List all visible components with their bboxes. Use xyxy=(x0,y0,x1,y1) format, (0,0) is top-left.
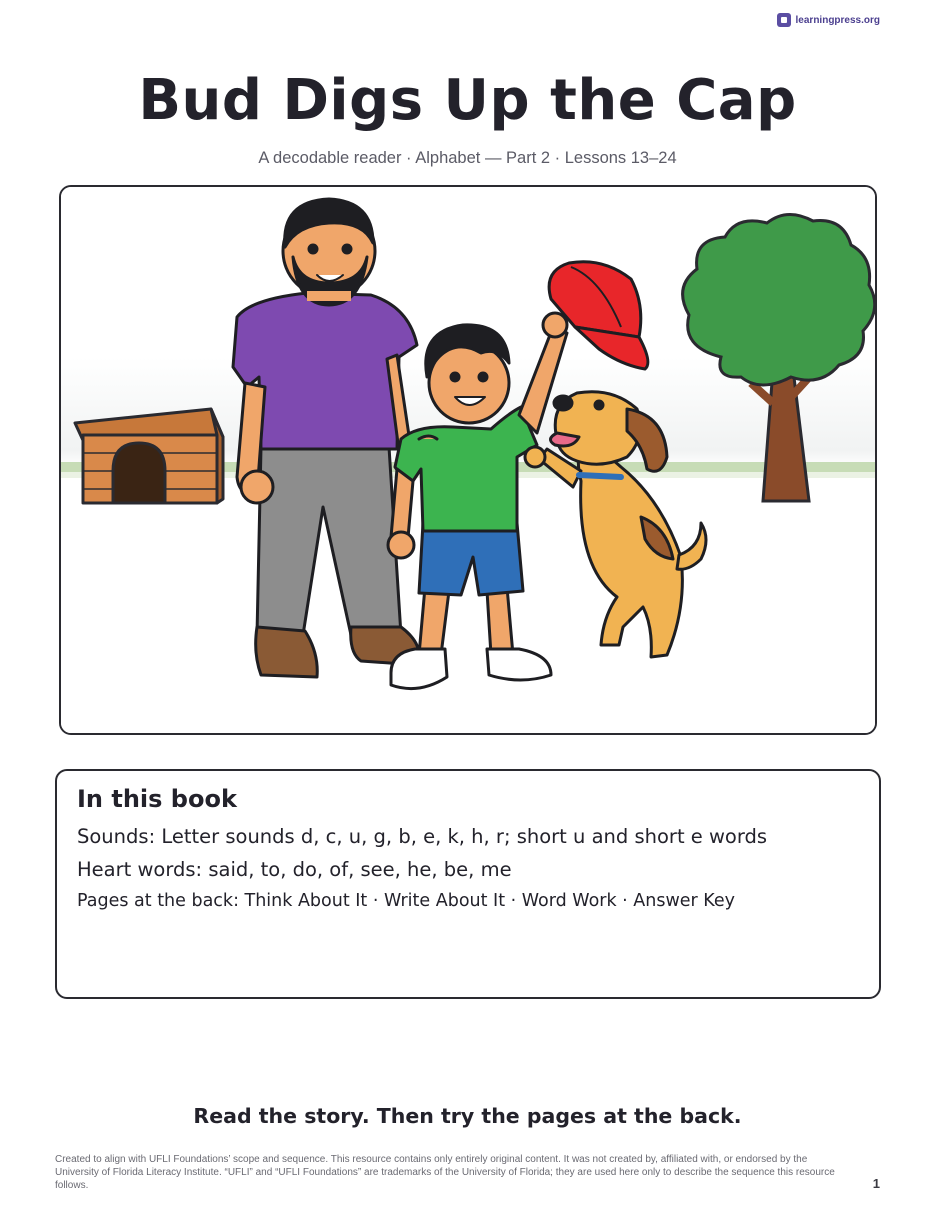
brand-label: learningpress.org xyxy=(795,14,880,26)
disclaimer-text: Created to align with UFLI Foundations’ scope and sequence. This resource contains only entirely original content. It was not created by, affiliated with, or endorsed by the University of Florida Literacy Institute. “UFLI” and “UFLI Foundations” are trademarks of the University of Florida; they are used here only to describe the sequence this resource follows. xyxy=(55,1154,835,1191)
call-to-action: Read the story. Then try the pages at the back. xyxy=(193,1104,742,1128)
sounds-line: Sounds: Letter sounds d, c, u, g, b, e, k, h, r; short u and short e words xyxy=(77,825,768,848)
page-subtitle: A decodable reader · Alphabet — Part 2 · Lessons 13–24 xyxy=(258,149,677,167)
book-info-box xyxy=(55,769,881,999)
book-icon xyxy=(777,13,791,27)
dog-house xyxy=(75,409,223,503)
pages-back-line: Pages at the back: Think About It · Write About It · Word Work · Answer Key xyxy=(77,891,736,911)
info-heading: In this book xyxy=(77,785,237,813)
brand-link[interactable] xyxy=(777,13,880,27)
page-number: 1 xyxy=(872,1176,880,1191)
page-title: Bud Digs Up the Cap xyxy=(138,68,797,133)
heart-words-line: Heart words: said, to, do, of, see, he, be, me xyxy=(77,858,512,881)
cover-illustration xyxy=(59,185,877,735)
